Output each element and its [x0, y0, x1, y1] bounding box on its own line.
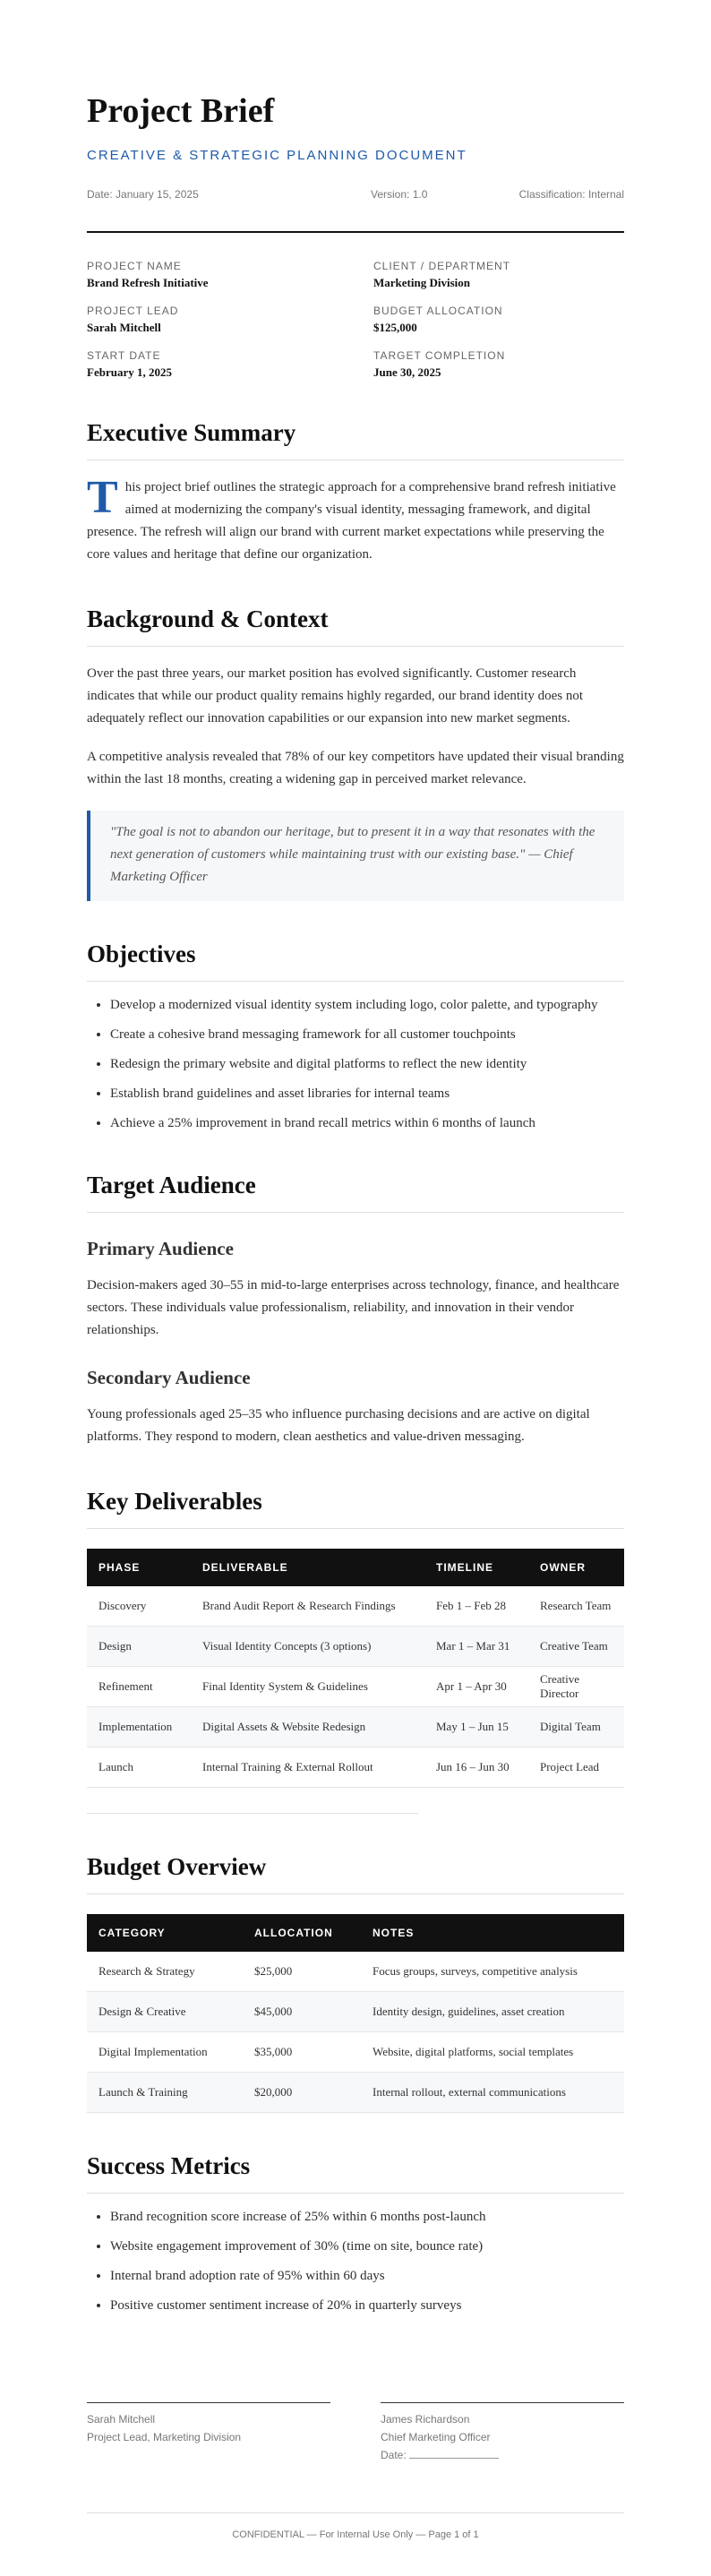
- table-row: [87, 2073, 624, 2113]
- deliverables-table: [87, 1549, 624, 1788]
- signer-role: Project Lead, Marketing Division: [87, 2431, 242, 2443]
- table-row: [87, 1707, 624, 1747]
- info-label: PROJECT LEAD: [87, 305, 179, 317]
- project-info-grid: [87, 260, 624, 380]
- section-title: Executive Summary: [87, 419, 624, 460]
- metrics-list: [87, 2208, 624, 2314]
- table-cell: Digital Assets & Website Redesign: [191, 1707, 424, 1747]
- table-cell: Feb 1 – Feb 28: [424, 1586, 528, 1627]
- table-cell: Internal rollout, external communications: [361, 2073, 624, 2113]
- table-cell: Creative Director: [528, 1667, 624, 1707]
- info-label: PROJECT NAME: [87, 260, 182, 272]
- section-title: Objectives: [87, 940, 624, 982]
- list-item: • Establish brand guidelines and asset libraries for internal teams: [110, 1085, 624, 1103]
- section-title: Budget Overview: [87, 1853, 624, 1894]
- background-paragraph: A competitive analysis revealed that 78% of our key competitors have updated their visual branding within the last 18 months, creating a widening gap in perceived market relevance.: [87, 750, 624, 786]
- table-cell: Focus groups, surveys, competitive analysis: [361, 1952, 624, 1992]
- info-project-name: [87, 260, 338, 290]
- column-header: TIMELINE: [424, 1549, 528, 1586]
- table-cell: $25,000: [243, 1952, 361, 1992]
- table-row: [87, 1952, 624, 1992]
- info-value: June 30, 2025: [373, 365, 441, 379]
- list-item: • Brand recognition score increase of 25% within 6 months post-launch: [110, 2208, 624, 2226]
- column-header: ALLOCATION: [243, 1914, 361, 1952]
- info-start-date: [87, 349, 338, 380]
- table-cell: Digital Team: [528, 1707, 624, 1747]
- table-row: [87, 1667, 624, 1707]
- signer-name: Sarah Mitchell: [87, 2413, 156, 2426]
- document-version: Version: 1.0: [371, 188, 428, 201]
- info-budget: [373, 305, 624, 335]
- table-row: [87, 2032, 624, 2073]
- document-subtitle: CREATIVE & STRATEGIC PLANNING DOCUMENT: [87, 148, 467, 163]
- signer-role: Chief Marketing Officer: [381, 2431, 491, 2443]
- column-header: CATEGORY: [87, 1914, 243, 1952]
- table-row: [87, 1992, 624, 2032]
- executive-summary-section: [87, 419, 624, 566]
- info-value: February 1, 2025: [87, 365, 172, 379]
- table-cell: Brand Audit Report & Research Findings: [191, 1586, 424, 1627]
- table-cell: May 1 – Jun 15: [424, 1707, 528, 1747]
- audience-section: [87, 1172, 624, 1448]
- signer-name: James Richardson: [381, 2413, 470, 2426]
- table-cell: Digital Implementation: [87, 2032, 243, 2073]
- background-section: [87, 605, 624, 901]
- table-cell: Implementation: [87, 1707, 191, 1747]
- budget-section: [87, 1853, 624, 2113]
- table-cell: Launch & Training: [87, 2073, 243, 2113]
- section-title: Target Audience: [87, 1172, 624, 1213]
- subsection-title: Secondary Audience: [87, 1367, 251, 1388]
- signature-text: [87, 2410, 330, 2446]
- table-cell: Mar 1 – Mar 31: [424, 1627, 528, 1667]
- deliverables-section: [87, 1488, 624, 1814]
- table-cell: Discovery: [87, 1586, 191, 1627]
- info-value: Brand Refresh Initiative: [87, 276, 209, 289]
- document-classification: Classification: Internal: [518, 188, 624, 201]
- section-divider: [87, 1813, 418, 1814]
- signature-row: [87, 2402, 624, 2464]
- table-row: [87, 1586, 624, 1627]
- table-header-row: [87, 1549, 624, 1586]
- document-date: Date: January 15, 2025: [87, 188, 199, 201]
- table-cell: Research & Strategy: [87, 1952, 243, 1992]
- subsection-title: Primary Audience: [87, 1238, 234, 1259]
- info-project-lead: [87, 305, 338, 335]
- column-header: PHASE: [87, 1549, 191, 1586]
- table-cell: Launch: [87, 1747, 191, 1788]
- info-label: TARGET COMPLETION: [373, 349, 506, 362]
- column-header: DELIVERABLE: [191, 1549, 424, 1586]
- meta-line: [87, 188, 624, 201]
- column-header: NOTES: [361, 1914, 624, 1952]
- secondary-audience-text: Young professionals aged 25–35 who influence purchasing decisions and are active on digital platforms. They respond to modern, clean aesthetics and value-driven messaging.: [87, 1407, 590, 1444]
- table-cell: Visual Identity Concepts (3 options): [191, 1627, 424, 1667]
- primary-audience-text: Decision-makers aged 30–55 in mid-to-large enterprises across technology, finance, and healthcare sectors. These individuals value professionalism, reliability, and innovation in their vendor relationships.: [87, 1278, 620, 1337]
- objectives-list: [87, 996, 624, 1132]
- document-title: Project Brief: [87, 92, 275, 130]
- metrics-section: [87, 2152, 624, 2314]
- table-cell: Identity design, guidelines, asset creation: [361, 1992, 624, 2032]
- table-cell: Internal Training & External Rollout: [191, 1747, 424, 1788]
- date-field[interactable]: [409, 2447, 499, 2459]
- info-client: [373, 260, 624, 290]
- table-cell: Website, digital platforms, social templates: [361, 2032, 624, 2073]
- column-header: OWNER: [528, 1549, 624, 1586]
- section-title: Success Metrics: [87, 2152, 624, 2194]
- info-target-completion: [373, 349, 624, 380]
- signature-line: [381, 2402, 624, 2403]
- background-paragraph: Over the past three years, our market position has evolved significantly. Customer research indicates that while our product quality remains highly regarded, our brand identity does not adequately reflect our innovation capabilities or our expansion into new market segments.: [87, 666, 584, 726]
- table-cell: Design & Creative: [87, 1992, 243, 2032]
- objectives-section: [87, 940, 624, 1132]
- signature-line: [87, 2402, 330, 2403]
- table-header-row: [87, 1914, 624, 1952]
- info-value: Sarah Mitchell: [87, 321, 161, 334]
- table-cell: Creative Team: [528, 1627, 624, 1667]
- executive-summary-text: [87, 472, 624, 566]
- table-cell: Final Identity System & Guidelines: [191, 1667, 424, 1707]
- executive-summary-body: his project brief outlines the strategic approach for a comprehensive brand refresh initiative aimed at modernizing the company's visual identity, messaging framework, and digital presence. The refresh will align our brand with current market expectations while preserving the core values and heritage that define our organization.: [87, 480, 616, 562]
- table-cell: Research Team: [528, 1586, 624, 1627]
- drop-cap: T: [87, 472, 118, 523]
- table-cell: $45,000: [243, 1992, 361, 2032]
- page-footer: CONFIDENTIAL — For Internal Use Only — Page 1 of 1: [87, 2512, 624, 2576]
- table-cell: Project Lead: [528, 1747, 624, 1788]
- header-divider: [87, 231, 624, 233]
- list-item: • Develop a modernized visual identity system including logo, color palette, and typography: [110, 996, 624, 1014]
- list-item: • Achieve a 25% improvement in brand recall metrics within 6 months of launch: [110, 1114, 624, 1132]
- table-cell: $20,000: [243, 2073, 361, 2113]
- info-label: CLIENT / DEPARTMENT: [373, 260, 511, 272]
- section-title: Background & Context: [87, 605, 624, 647]
- pull-quote: "The goal is not to abandon our heritage, but to present it in a way that resonates with the next generation of customers while maintaining trust with our existing base." — Chief Marketing Officer: [87, 811, 624, 901]
- table-cell: Refinement: [87, 1667, 191, 1707]
- list-item: • Redesign the primary website and digital platforms to reflect the new identity: [110, 1055, 624, 1073]
- info-label: START DATE: [87, 349, 161, 362]
- list-item: • Positive customer sentiment increase of 20% in quarterly surveys: [110, 2297, 624, 2314]
- table-row: [87, 1627, 624, 1667]
- date-label: Date:: [381, 2449, 407, 2461]
- table-cell: $35,000: [243, 2032, 361, 2073]
- budget-table: [87, 1914, 624, 2113]
- date-row: [381, 2446, 624, 2464]
- table-cell: Design: [87, 1627, 191, 1667]
- table-cell: Apr 1 – Apr 30: [424, 1667, 528, 1707]
- list-item: • Website engagement improvement of 30% (time on site, bounce rate): [110, 2237, 624, 2255]
- section-title: Key Deliverables: [87, 1488, 624, 1529]
- info-label: BUDGET ALLOCATION: [373, 305, 503, 317]
- signature-text: [381, 2410, 624, 2464]
- list-item: • Internal brand adoption rate of 95% within 60 days: [110, 2267, 624, 2285]
- table-row: [87, 1747, 624, 1788]
- info-value: Marketing Division: [373, 276, 470, 289]
- signature-block-left: [87, 2402, 330, 2464]
- signature-block-right: [381, 2402, 624, 2464]
- table-cell: Jun 16 – Jun 30: [424, 1747, 528, 1788]
- list-item: • Create a cohesive brand messaging framework for all customer touchpoints: [110, 1026, 624, 1043]
- info-value: $125,000: [373, 321, 417, 334]
